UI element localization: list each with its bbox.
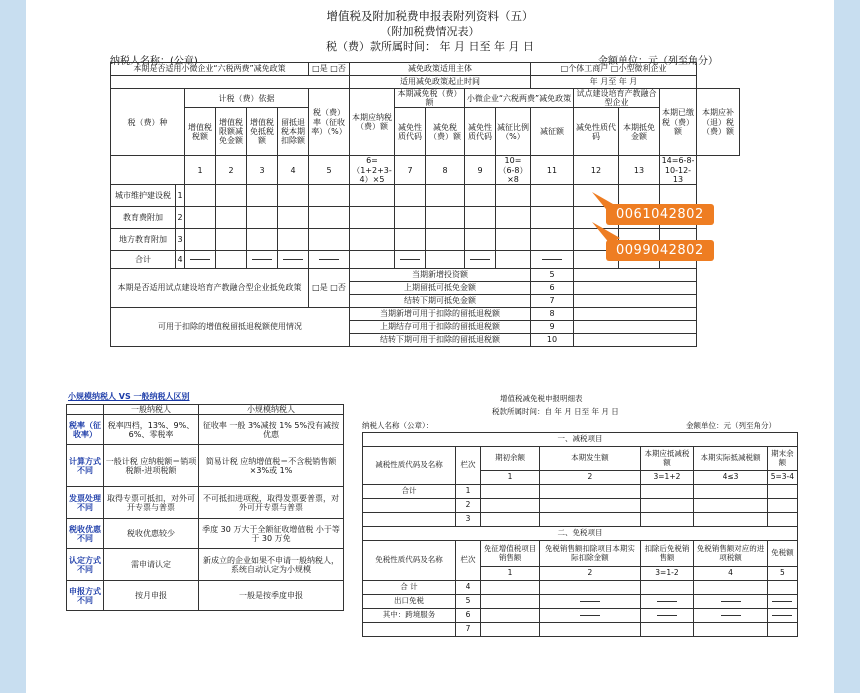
row-name xyxy=(363,623,456,637)
s2-head: 免征增值税项目销售额 xyxy=(481,541,540,567)
s2-head: 免税销售额对应的进项税额 xyxy=(694,541,767,567)
s1-head: 栏次 xyxy=(456,447,481,485)
credit-label: 可用于扣除的增值税留抵退税额使用情况 xyxy=(111,307,350,346)
credit-item: 上期结存可用于扣除的留抵退税额 xyxy=(350,320,531,333)
table-row xyxy=(67,487,344,519)
credit-no: 9 xyxy=(531,320,574,333)
num-6: 6=（1+2+3-4）×5 xyxy=(350,156,395,185)
form2-period: 税款所属时间：自 年 月 日至 年 月 日 xyxy=(492,407,619,416)
s2-head: 免税性质代码及名称 xyxy=(363,541,456,581)
num-8: 8 xyxy=(426,156,465,185)
credit-item: 当期新增可用于扣除的留抵退税额 xyxy=(350,307,531,320)
num-13: 13 xyxy=(619,156,660,185)
row-name: 地方教育附加 xyxy=(111,228,176,250)
code-badge-2: 0099042802 xyxy=(606,240,714,261)
row-name xyxy=(363,499,456,513)
num-9: 9 xyxy=(465,156,496,185)
credit-no: 8 xyxy=(531,307,574,320)
form1-taxpayer: 纳税人名称：(公章) xyxy=(110,56,198,67)
col-vat: 增值税税额 xyxy=(185,108,216,156)
form1-unit: 金额单位：元（列至角分） xyxy=(598,56,718,67)
head-general: 一般纳税人 xyxy=(104,405,199,415)
s1-head: 期初余额 xyxy=(481,447,540,471)
col-rate: 税（费）率（征收率）（%） xyxy=(309,89,350,156)
row-small: 不可抵扣进项税，取得发票要普票，对外可开专票与普票 xyxy=(199,487,344,519)
row-general: 需申请认定 xyxy=(104,549,199,581)
s2-head: 扣除后免税销售额 xyxy=(640,541,694,567)
table-row xyxy=(67,581,344,611)
pilot-question: 本期是否适用试点建设培育产教融合型企业抵免政策 xyxy=(111,268,309,307)
pilot-item: 上期留抵可抵免金额 xyxy=(350,281,531,294)
table-row xyxy=(67,519,344,549)
pilot-item: 当期新增投资额 xyxy=(350,268,531,281)
period-start-label: 适用减免政策起止时间 xyxy=(350,76,531,89)
form1-subtitle: （附加税费情况表） xyxy=(380,25,480,38)
row-no: 7 xyxy=(456,623,481,637)
row-label: 税率（征收率） xyxy=(67,415,104,445)
s2-num: 2 xyxy=(540,567,640,581)
row-general: 税收优惠较少 xyxy=(104,519,199,549)
table-row xyxy=(67,549,344,581)
row-general: 取得专票可抵扣，对外可开专票与普票 xyxy=(104,487,199,519)
num-12: 12 xyxy=(574,156,619,185)
form2-taxpayer: 纳税人名称（公章）： xyxy=(362,421,434,430)
row-name xyxy=(363,513,456,527)
section2-title: 二、免税项目 xyxy=(363,527,798,541)
row-no: 4 xyxy=(176,250,185,268)
pilot-no: 6 xyxy=(531,281,574,294)
col-vat-offset: 增值税免抵税额 xyxy=(247,108,278,156)
table-row xyxy=(363,581,798,595)
num-7: 7 xyxy=(395,156,426,185)
row-no: 6 xyxy=(456,609,481,623)
col-micro: 小微企业“六税两费”减免政策 xyxy=(465,89,574,108)
col-micro-code: 减免性质代码 xyxy=(465,108,496,156)
col-reduce-amt: 减免税（费）额 xyxy=(426,108,465,156)
row-name: 城市维护建设税 xyxy=(111,184,176,206)
s2-num: 5 xyxy=(767,567,797,581)
s1-num: 5=3-4 xyxy=(767,471,797,485)
num-14: 14=6-8-10-12-13 xyxy=(660,156,697,185)
col-credit: 留抵退税本期扣除额 xyxy=(278,108,309,156)
subject-label: 减免政策适用主体 xyxy=(350,63,531,76)
policy-yes-no[interactable]: □是 □否 xyxy=(309,63,350,76)
row-no: 5 xyxy=(456,595,481,609)
head-small: 小规模纳税人 xyxy=(199,405,344,415)
compare-table xyxy=(66,404,344,611)
row-small: 新成立的企业如果不申请一般纳税人，系统自动认定为小规模 xyxy=(199,549,344,581)
row-name: 其中：跨境服务 xyxy=(363,609,456,623)
num-2: 2 xyxy=(216,156,247,185)
col-basis: 计税（费）依据 xyxy=(185,89,309,108)
s1-head: 本期发生额 xyxy=(540,447,640,471)
table-row xyxy=(363,499,798,513)
pilot-yes-no[interactable]: □是 □否 xyxy=(309,268,350,307)
row-no: 4 xyxy=(456,581,481,595)
row-general: 按月申报 xyxy=(104,581,199,611)
table-row xyxy=(363,485,798,499)
row-small: 简易计税 应纳增值税＝不含税销售额×3%或 1% xyxy=(199,445,344,487)
table-row xyxy=(67,445,344,487)
s1-head: 本期应抵减税额 xyxy=(640,447,694,471)
s2-num: 4 xyxy=(694,567,767,581)
row-label: 税收优惠不同 xyxy=(67,519,104,549)
s1-head: 本期实际抵减税额 xyxy=(694,447,767,471)
form1-title: 增值税及附加税费申报表附列资料（五） xyxy=(326,9,534,23)
num-4: 4 xyxy=(278,156,309,185)
num-10: 10=（6-8）×8 xyxy=(496,156,531,185)
col-reduce-code: 减免性质代码 xyxy=(395,108,426,156)
row-label: 认定方式不同 xyxy=(67,549,104,581)
policy-question: 本期是否适用小微企业“六税两费”减免政策 xyxy=(111,63,309,76)
num-3: 3 xyxy=(247,156,278,185)
pilot-no: 7 xyxy=(531,294,574,307)
row-name: 合计 xyxy=(363,485,456,499)
form1-period: 税（费）款所属时间： 年 月 日至 年 月 日 xyxy=(326,40,534,53)
s2-num: 3=1-2 xyxy=(640,567,694,581)
subject-options[interactable]: □个体工商户 □小型微利企业 xyxy=(531,63,697,76)
s1-num: 1 xyxy=(481,471,540,485)
s1-num: 2 xyxy=(540,471,640,485)
row-name: 出口免税 xyxy=(363,595,456,609)
row-label: 计算方式不同 xyxy=(67,445,104,487)
num-1: 1 xyxy=(185,156,216,185)
row-no: 1 xyxy=(456,485,481,499)
row-no: 3 xyxy=(176,228,185,250)
row-no: 2 xyxy=(176,206,185,228)
col-reduce: 本期减免税（费）额 xyxy=(395,89,465,108)
form2-table xyxy=(362,432,798,637)
credit-no: 10 xyxy=(531,333,574,346)
row-no: 3 xyxy=(456,513,481,527)
period-value: 年 月至 年 月 xyxy=(531,76,697,89)
col-payable: 本期应纳税（费）额 xyxy=(350,89,395,156)
col-vat-exempt: 增值税限额减免金额 xyxy=(216,108,247,156)
row-general: 一般计税 应纳税额＝销项税额-进项税额 xyxy=(104,445,199,487)
row-name: 教育费附加 xyxy=(111,206,176,228)
pilot-no: 5 xyxy=(531,268,574,281)
col-pilot-amt: 本期抵免金额 xyxy=(619,108,660,156)
row-name: 合计 xyxy=(111,250,176,268)
table-row xyxy=(67,415,344,445)
col-micro-ratio: 减征比例（%） xyxy=(496,108,531,156)
s1-head: 减税性质代码及名称 xyxy=(363,447,456,485)
col-refund: 本期应补（退）税（费）额 xyxy=(697,89,740,156)
s2-head: 免税销售额扣除项目本期实际扣除金额 xyxy=(540,541,640,567)
col-pilot-code: 减免性质代码 xyxy=(574,108,619,156)
row-small: 一般是按季度申报 xyxy=(199,581,344,611)
row-label: 申报方式不同 xyxy=(67,581,104,611)
s2-num: 1 xyxy=(481,567,540,581)
num-5: 5 xyxy=(309,156,350,185)
table-row xyxy=(363,609,798,623)
row-name: 合 计 xyxy=(363,581,456,595)
s2-head: 免税额 xyxy=(767,541,797,567)
code-badge-1: 0061042802 xyxy=(606,204,714,225)
s1-head: 期末余额 xyxy=(767,447,797,471)
row-general: 税率四档，13%、9%、6%、零税率 xyxy=(104,415,199,445)
s1-num: 3=1+2 xyxy=(640,471,694,485)
col-tax-type: 税（费）种 xyxy=(111,89,185,156)
row-small: 征收率 一般 3%减按 1% 5%没有减按优惠 xyxy=(199,415,344,445)
col-micro-amt: 减征额 xyxy=(531,108,574,156)
compare-title: 小规模纳税人 VS 一般纳税人区别 xyxy=(68,392,190,401)
row-no: 2 xyxy=(456,499,481,513)
table-row xyxy=(363,595,798,609)
pilot-item: 结转下期可抵免金额 xyxy=(350,294,531,307)
row-no: 1 xyxy=(176,184,185,206)
table-row xyxy=(363,623,798,637)
s2-head: 栏次 xyxy=(456,541,481,581)
col-paid: 本期已缴税（费）额 xyxy=(660,89,697,156)
row-small: 季度 30 万大于全额征收增值税 小于等于 30 万免 xyxy=(199,519,344,549)
s1-num: 4≤3 xyxy=(694,471,767,485)
form2-unit: 金额单位：元（列至角分） xyxy=(686,421,776,430)
credit-item: 结转下期可用于扣除的留抵退税额 xyxy=(350,333,531,346)
section1-title: 一、减税项目 xyxy=(363,433,798,447)
row-label: 发票处理不同 xyxy=(67,487,104,519)
num-11: 11 xyxy=(531,156,574,185)
form2-title: 增值税减免税申报明细表 xyxy=(500,394,583,403)
col-pilot: 试点建设培育产教融合型企业 xyxy=(574,89,660,108)
table-row xyxy=(363,513,798,527)
